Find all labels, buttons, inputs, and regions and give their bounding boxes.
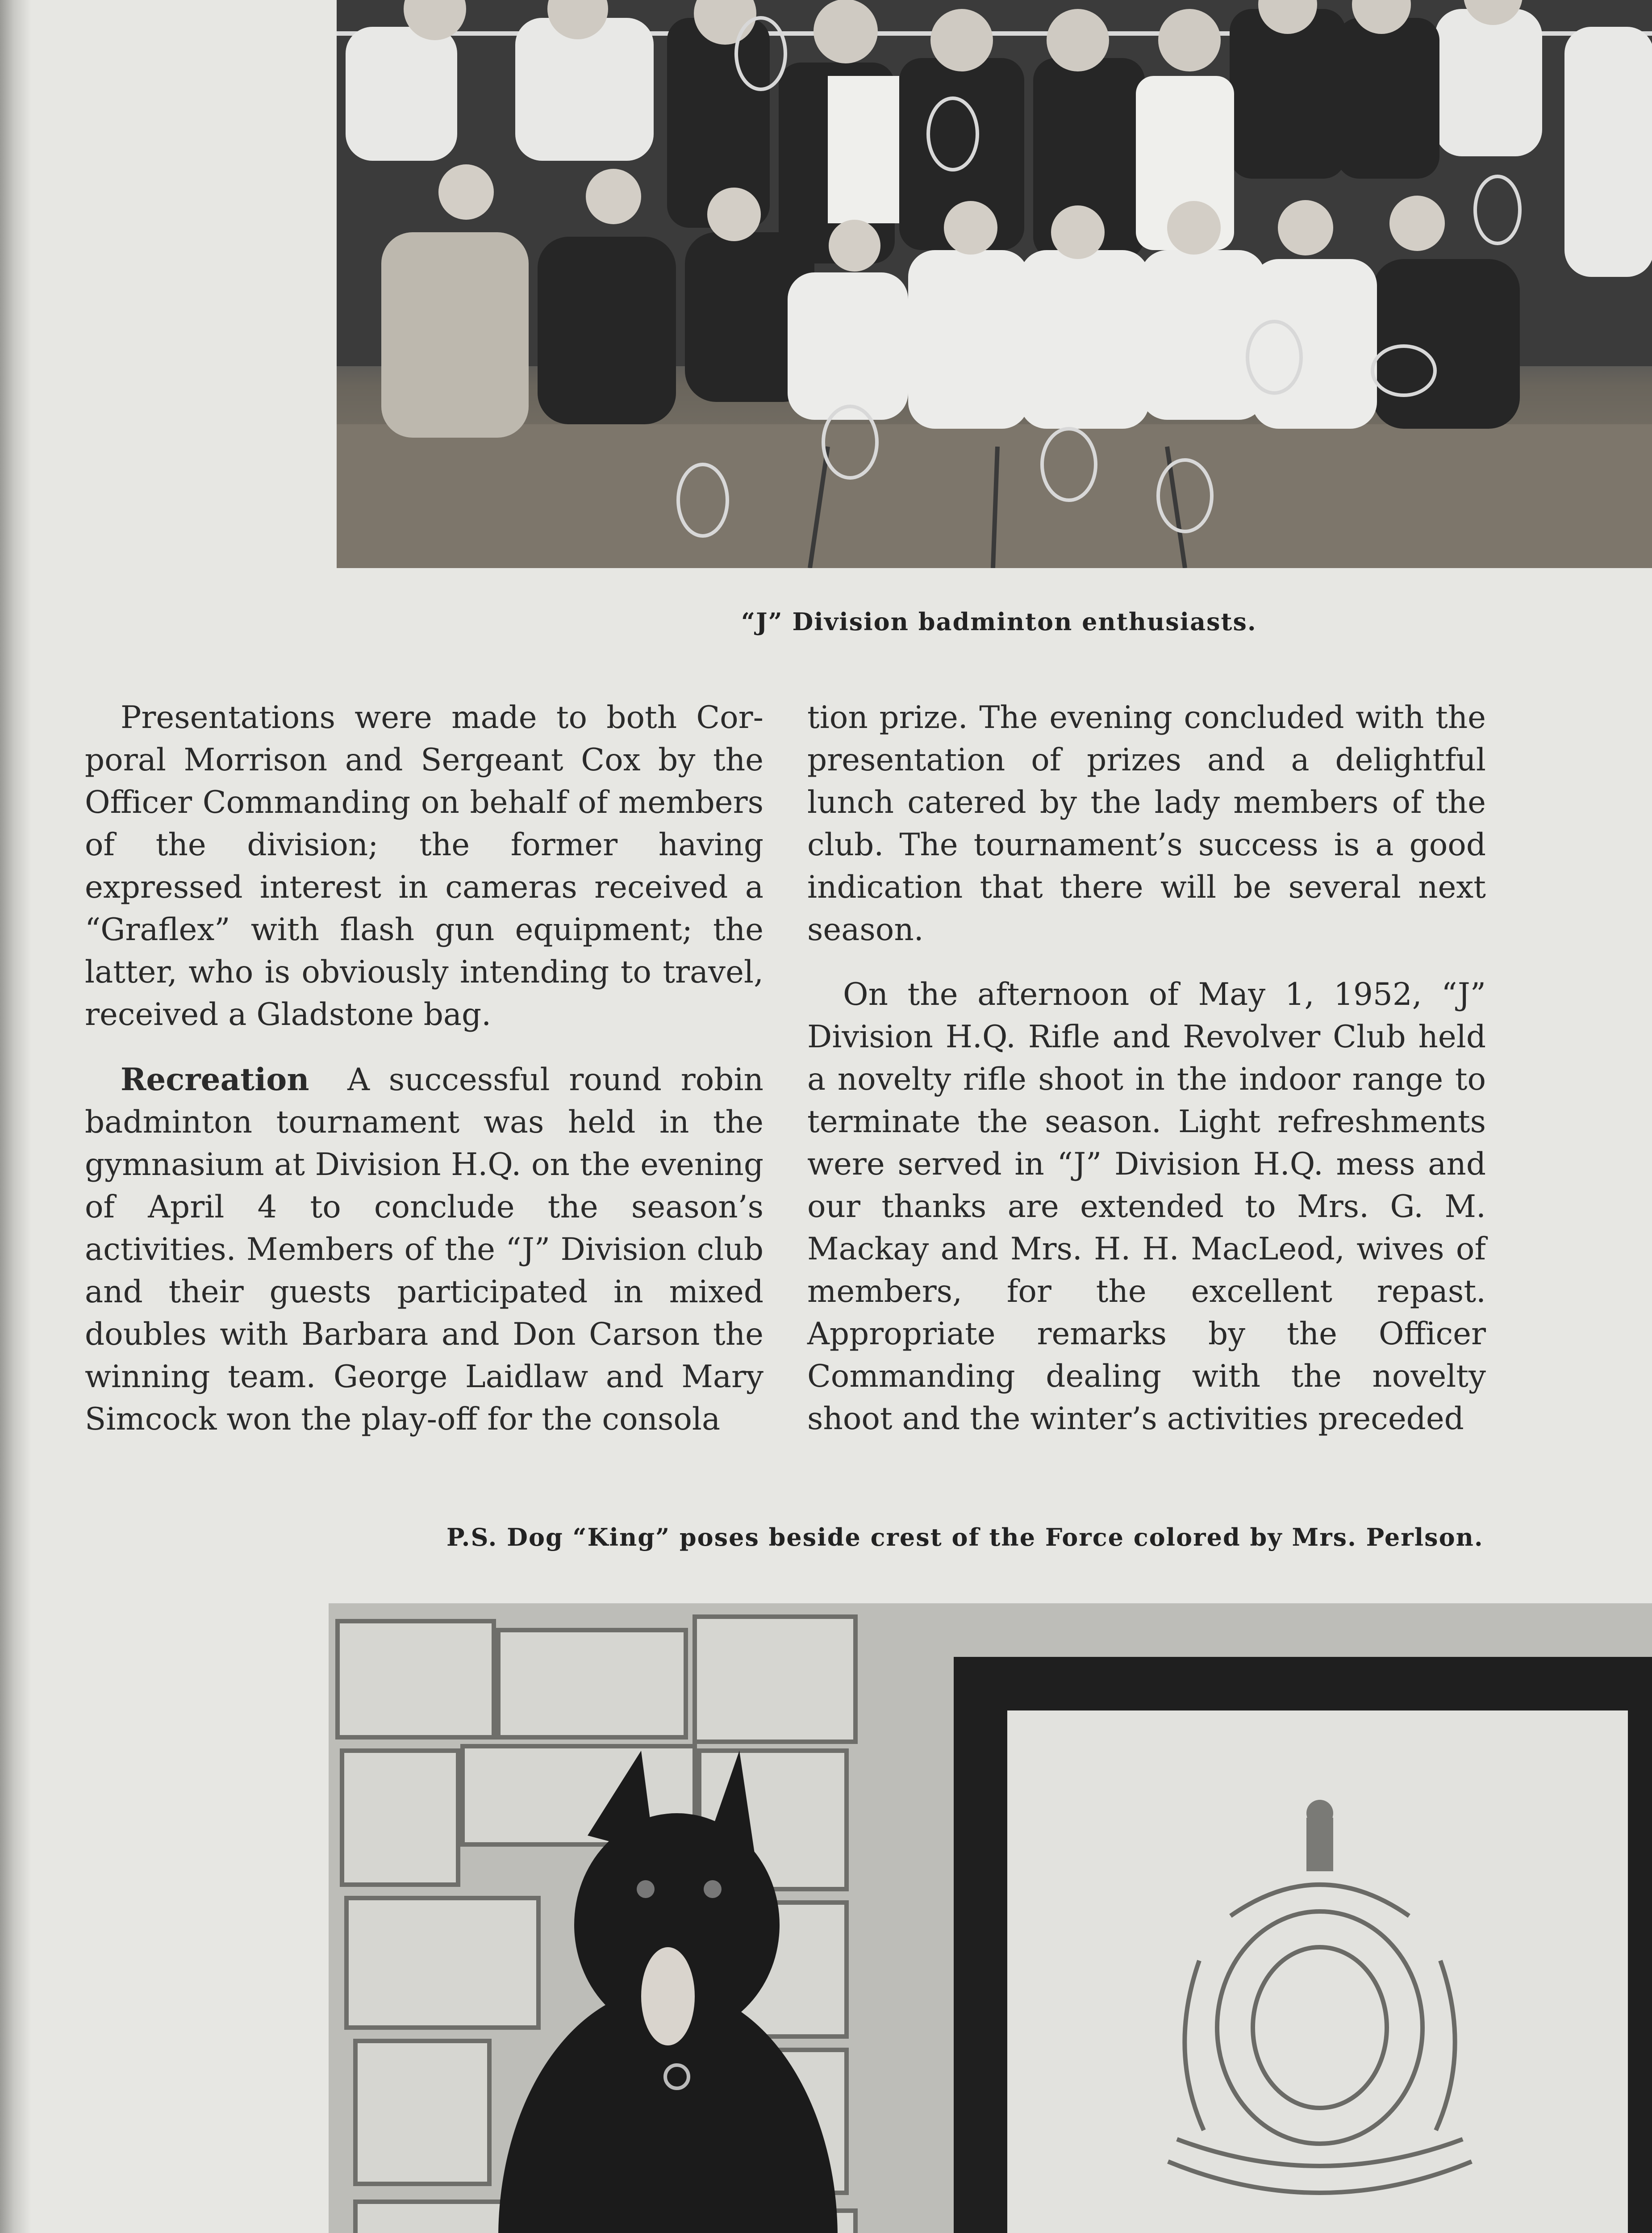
article-paragraph: tion prize. The evening concluded with the presentation of prizes and a delightful lunch catered by the lady members of the club. The tournament’s success is a good indication that there will be several next season.	[807, 700, 1486, 948]
article-left-column	[85, 697, 763, 1463]
article-paragraph-recreation	[85, 1058, 763, 1441]
badminton-group-photo	[337, 0, 1652, 568]
article-right-column	[807, 697, 1486, 1463]
article-paragraph: Presentations were made to both Corporal Morrison and Sergeant Cox by the Officer Commanding on behalf of members of the division; the former having expressed interest in cameras received a “Graflex” with flash gun equipment; the latter, who is obviously intending to travel, received a Gladstone bag.	[85, 700, 763, 1033]
top-photo-caption: “J” Division badminton enthusiasts.	[741, 607, 1257, 636]
recreation-text: A successful round robin badminton tournament was held in the gymnasium at Division H.Q. on the evening of April 4 to conclude the season’s activities. Members of the “J” Division club and their guests participated in mixed doubles with Barbara and Don Carson the winning team. George Laidlaw and Mary Simcock won the play-off for the consola	[85, 1062, 763, 1437]
bottom-photo-caption: P.S. Dog “King” poses beside crest of the Force colored by Mrs. Perlson.	[446, 1523, 1484, 1551]
dog-and-crest-photo	[329, 1603, 1652, 2233]
recreation-heading: Recreation	[121, 1062, 309, 1098]
page-gutter-shadow	[0, 0, 31, 2233]
article-paragraph: On the afternoon of May 1, 1952, “J” Division H.Q. Rifle and Revolver Club held a novelty rifle shoot in the indoor range to terminate the season. Light refreshments were served in “J” Division H.Q. mess and our thanks are extended to Mrs. G. M. Mackay and Mrs. H. H. MacLeod, wives of members, for the excellent repast. Appropriate remarks by the Officer Commanding dealing with the novelty shoot and the winter’s activities preceded	[807, 977, 1486, 1437]
